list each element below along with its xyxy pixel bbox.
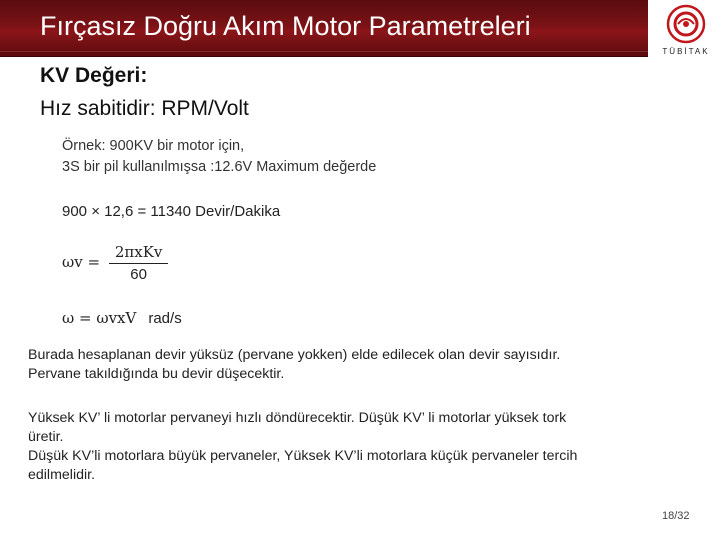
title-divider [0,51,648,52]
formula2-unit: rad/s [148,310,182,327]
slide-title: Fırçasız Doğru Akım Motor Parametreleri [40,11,531,41]
page-number: 18/32 [662,510,690,522]
omega-v-formula [62,243,168,283]
formula1-denominator: 60 [130,266,147,283]
example-line-1: Örnek: 900KV bir motor için, [62,138,245,154]
logo-text: TÜBİTAK [662,47,710,56]
formula1-lhs: ωv = [62,253,101,271]
paragraph-no-load [28,346,688,384]
tubitak-emblem-icon [666,4,706,44]
rpm-calculation: 900 × 12,6 = 11340 Devir/Dakika [62,203,281,220]
formula2-expression: ω = ωvxV [62,309,137,327]
kv-subheading: Hız sabitidir: RPM/Volt [40,97,249,120]
paragraph-kv-comparison [28,409,688,485]
formula1-fraction [109,243,169,283]
omega-formula [62,309,182,327]
title-bar [0,0,648,57]
kv-heading: KV Değeri: [40,64,148,87]
paragraph1-line-1: Burada hesaplanan devir yüksüz (pervane yokken) elde edilecek olan devir sayısıdır. [28,347,561,363]
example-line-2: 3S bir pil kullanılmışsa :12.6V Maximum değerde [62,159,377,175]
tubitak-logo [656,4,716,66]
paragraph1-line-2: Pervane takıldığında bu devir düşecektir. [28,366,285,382]
paragraph2-line-2: üretir. [28,429,64,445]
paragraph2-line-4: edilmelidir. [28,467,96,483]
paragraph2-line-3: Düşük KV’li motorlara büyük pervaneler, Yüksek KV’li motorlara küçük pervaneler tercih [28,448,578,464]
formula1-numerator: 2πxKv [109,243,169,264]
paragraph2-line-1: Yüksek KV’ li motorlar pervaneyi hızlı döndürecektir. Düşük KV’ li motorlar yüksek tork [28,410,567,426]
example-block [62,136,376,178]
